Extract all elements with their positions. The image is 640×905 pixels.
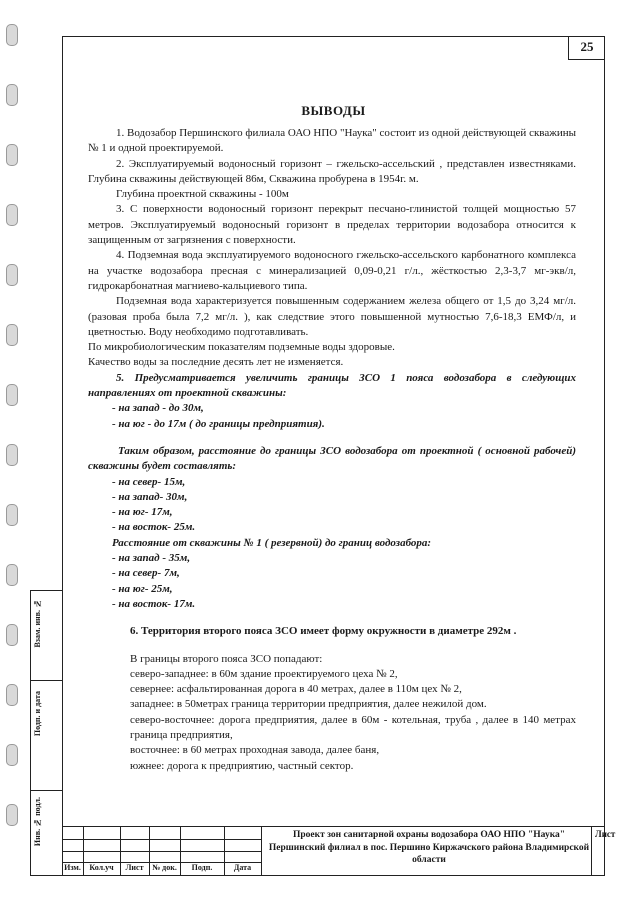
paragraph-6e: северо-восточнее: дорога предприятия, далее в 60м - котельная, труба , далее в 140 метрах граница предприятия, [130,713,576,741]
binder-hole [6,384,18,406]
binder-hole [6,504,18,526]
main-north: - на север- 15м, [112,475,186,488]
left-stamp-strip [30,590,62,876]
page-title: ВЫВОДЫ [301,103,366,118]
vzam-label: Взам. инв. № [33,599,42,648]
stamp-row-line [62,839,261,840]
binder-hole [6,804,18,826]
zso1-south: - на юг - до 17м ( до границы предприятия). [112,417,325,430]
page-number: 25 [568,36,605,60]
title-block-stamp [62,826,616,876]
reserve-east: - на восток- 17м. [112,597,196,610]
sign-cell [30,680,62,790]
binder-hole [6,324,18,346]
paragraph-2b: Глубина проектной скважины - 100м [116,188,289,201]
sheet-label: Лист [595,829,616,839]
stamp-col-line [261,827,262,876]
zso1-west: - на запад - до 30м, [112,402,204,415]
binder-holes [2,14,24,874]
main-east: - на восток- 25м. [112,521,196,534]
binder-hole [6,144,18,166]
paragraph-2: 2. Эксплуатируемый водоносный горизонт – гжельско-ассельский , представлен известняками. Глубина скважины действующей 86м, Скважина пробурена в 1954г. м. [88,157,576,185]
stamp-col-koluch: Кол.уч [89,863,114,872]
reserve-west: - на запад - 35м, [112,552,191,565]
stamp-row-line [62,851,261,852]
stamp-col-ndok: № док. [152,863,177,872]
paragraph-6f: восточнее: в 60 метрах проходная завода, далее баня, [130,744,380,757]
paragraph-5: 5. Предусматривается увеличить границы ЗСО 1 пояса водозабора в следующих направлениях от проектной скважины: [88,371,576,400]
binder-hole [6,444,18,466]
paragraph-6: 6. Территория второго пояса ЗСО имеет форму окружности в диаметре 292м . [130,625,517,638]
project-description: Проект зон санитарной охраны водозабора ОАО НПО "Наука" Першинский филиал в пос. Першино Киржачского района Владимирской области [268,830,590,865]
inv-cell [30,790,62,876]
binder-hole [6,564,18,586]
paragraph-6c: севернее: асфальтированная дорога в 40 метрах, далее в 110м цех № 2, [130,683,462,696]
binder-hole [6,204,18,226]
binder-hole [6,84,18,106]
paragraph-4d: Качество воды за последние десять лет не изменяется. [88,356,344,369]
reserve-south: - на юг- 25м, [112,582,173,595]
paragraph-1: 1. Водозабор Першинского филиала ОАО НПО "Наука" состоит из одной действующей скважины № 1 и одной проектируемой. [88,127,576,155]
stamp-col-podp: Подп. [191,863,213,872]
binder-hole [6,744,18,766]
paragraph-5h: Расстояние от скважины № 1 ( резервной) до границ водозабора: [112,536,432,549]
inv-label: Инв. № подл. [33,797,42,847]
paragraph-6g: южнее: дорога к предприятию, частный сектор. [130,759,354,772]
stamp-col-izm: Изм. [64,863,81,872]
sign-label: Подп. и дата [33,691,42,737]
stamp-col-list: Лист [125,863,144,872]
paragraph-6d: западнее: в 50метрах граница территории предприятия, далее нежилой дом. [130,698,487,711]
binder-hole [6,264,18,286]
paragraph-3: 3. С поверхности водоносный горизонт перекрыт песчано-глинистой толщей мощностью 57 метров. Эксплуатируемый водоносный горизонт в пределах территории водозабора относится к защищенным от загрязнения с поверхности. [88,203,576,247]
binder-hole [6,624,18,646]
paragraph-4: 4. Подземная вода эксплуатируемого водоносного гжельско-ассельского карбонатного комплекса на участке водозабора пресная с минерализацией 0,09-0,21 г/л., жёсткостью 2,3-3,7 мг-экв/л, гидрокарбонатная магниево-кальциевого типа. [88,249,576,292]
main-south: - на юг- 17м, [112,506,173,519]
paragraph-6b: северо-западнее: в 60м здание проектируемого цеха № 2, [130,667,398,680]
stamp-col-line [591,827,592,876]
main-west: - на запад- 30м, [112,490,188,503]
vzam-cell [30,590,62,680]
paragraph-6a: В границы второго пояса ЗСО попадают: [130,652,323,665]
paragraph-4c: По микробиологическим показателям подземные воды здоровые. [88,341,395,354]
stamp-col-data: Дата [233,863,252,872]
binder-hole [6,24,18,46]
binder-hole [6,684,18,706]
reserve-north: - на север- 7м, [112,567,180,580]
paragraph-4b: Подземная вода характеризуется повышенным содержанием железа общего от 1,5 до 3,24 мг/л. (разовая проба была 7,2 мг/л. ), как следствие этого повышенной мутностью 7,6-18,3 ЕМФ/л, и цветностью. Воду необходимо подготавливать. [88,295,576,338]
document-body [88,126,576,774]
paragraph-5c: Таким образом, расстояние до границы ЗСО водозабора от проектной ( основной рабочей) скважины будет составлять: [88,444,576,473]
